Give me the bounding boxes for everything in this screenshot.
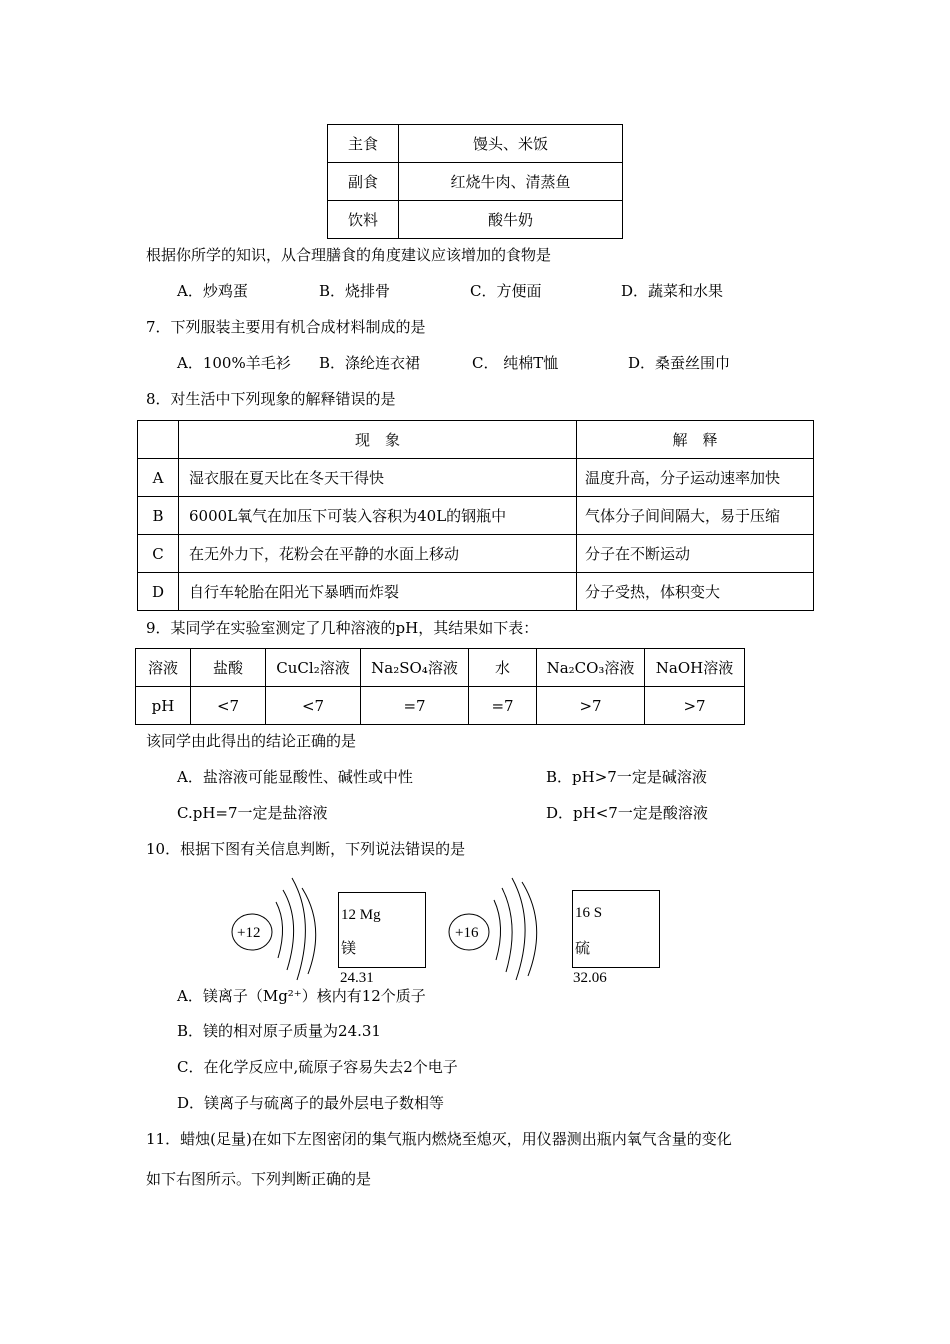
q6-option-a: A．炒鸡蛋 — [177, 282, 248, 300]
s-atomic-mass: 32.06 — [573, 970, 607, 986]
row-key: B — [138, 497, 179, 535]
s-shell-arc — [522, 882, 537, 976]
q11-stem-line1: 11．蜡烛(足量)在如下左图密闭的集气瓶内燃烧至熄灭，用仪器测出瓶内氧气含量的变化 — [146, 1130, 732, 1148]
ph-table — [135, 648, 745, 725]
explanation-cell: 温度升高，分子运动速率加快 — [577, 459, 814, 497]
solution-cell: Na₂SO₄溶液 — [361, 649, 469, 687]
ph-cell: <7 — [266, 687, 361, 725]
s-shell-arc — [512, 878, 525, 980]
ph-cell: <7 — [191, 687, 266, 725]
phenomenon-cell: 湿衣服在夏天比在冬天干得快 — [179, 459, 577, 497]
diet-label: 主食 — [328, 125, 399, 163]
q7-option-a: A．100%羊毛衫 — [177, 354, 291, 372]
q6-option-d: D．蔬菜和水果 — [621, 282, 724, 300]
phenomenon-header: 现 象 — [179, 421, 577, 459]
s-element-card — [572, 890, 660, 968]
s-shell-arc — [502, 888, 512, 972]
diet-label: 饮料 — [328, 201, 399, 239]
ph-cell: >7 — [645, 687, 745, 725]
q9-conclusion-stem: 该同学由此得出的结论正确的是 — [146, 732, 357, 750]
mg-number-symbol: 12 Mg — [341, 907, 381, 923]
diet-value: 馒头、米饭 — [399, 125, 623, 163]
solution-cell: NaOH溶液 — [645, 649, 745, 687]
q6-stem: 根据你所学的知识，从合理膳食的角度建议应该增加的食物是 — [146, 246, 552, 264]
q9-option-b: B．pH>7一定是碱溶液 — [546, 768, 707, 786]
s-number-symbol: 16 S — [575, 905, 603, 921]
phenomenon-cell: 在无外力下，花粉会在平静的水面上移动 — [179, 535, 577, 573]
q7-option-c: C． 纯棉T恤 — [472, 354, 559, 372]
q9-option-c: C.pH=7一定是盐溶液 — [177, 804, 328, 822]
explanation-header: 解 释 — [577, 421, 814, 459]
q6-option-b: B．烧排骨 — [319, 282, 391, 300]
mg-shell-arc — [276, 902, 283, 958]
q11-stem-line2: 如下右图所示。下列判断正确的是 — [146, 1170, 372, 1188]
q7-stem: 7．下列服装主要用有机合成材料制成的是 — [146, 318, 426, 336]
q7-option-b: B．涤纶连衣裙 — [319, 354, 421, 372]
row-key: C — [138, 535, 179, 573]
q9-stem: 9．某同学在实验室测定了几种溶液的pH，其结果如下表： — [146, 619, 539, 637]
mg-element-name: 镁 — [341, 939, 357, 957]
solution-cell: 水 — [469, 649, 537, 687]
mg-atomic-mass: 24.31 — [340, 970, 374, 986]
q10-stem: 10．根据下图有关信息判断，下列说法错误的是 — [146, 840, 466, 858]
solution-row-label: 溶液 — [136, 649, 191, 687]
phenomena-table — [137, 420, 814, 611]
q6-option-c: C．方便面 — [470, 282, 542, 300]
diet-label: 副食 — [328, 163, 399, 201]
explanation-cell: 分子受热，体积变大 — [577, 573, 814, 611]
q9-option-d: D．pH<7一定是酸溶液 — [546, 804, 708, 822]
solution-cell: 盐酸 — [191, 649, 266, 687]
solution-cell: CuCl₂溶液 — [266, 649, 361, 687]
solution-cell: Na₂CO₃溶液 — [537, 649, 645, 687]
mg-element-card — [338, 892, 426, 968]
q8-stem: 8．对生活中下列现象的解释错误的是 — [146, 390, 396, 408]
q10-option-d: D．镁离子与硫离子的最外层电子数相等 — [177, 1094, 445, 1112]
s-element-name: 硫 — [575, 939, 591, 957]
diet-value: 红烧牛肉、清蒸鱼 — [399, 163, 623, 201]
mg-shell-arc — [302, 888, 316, 974]
q10-option-b: B．镁的相对原子质量为24.31 — [177, 1022, 381, 1040]
explanation-cell: 分子在不断运动 — [577, 535, 814, 573]
mg-shell-arc — [283, 890, 294, 970]
ph-row-label: pH — [136, 687, 191, 725]
diet-value: 酸牛奶 — [399, 201, 623, 239]
phenomenon-cell: 自行车轮胎在阳光下暴晒而炸裂 — [179, 573, 577, 611]
ph-cell: =7 — [361, 687, 469, 725]
q7-option-d: D．桑蚕丝围巾 — [628, 354, 731, 372]
row-key: A — [138, 459, 179, 497]
ph-cell: >7 — [537, 687, 645, 725]
q9-option-a: A．盐溶液可能显酸性、碱性或中性 — [177, 768, 413, 786]
q10-option-c: C．在化学反应中,硫原子容易失去2个电子 — [177, 1058, 458, 1076]
explanation-cell: 气体分子间间隔大，易于压缩 — [577, 497, 814, 535]
phenomenon-cell: 6000L氧气在加压下可装入容积为40L的钢瓶中 — [179, 497, 577, 535]
q10-option-a: A．镁离子（Mg²⁺）核内有12个质子 — [177, 987, 426, 1005]
diet-table — [327, 124, 623, 239]
ph-cell: =7 — [469, 687, 537, 725]
s-shell-arc — [494, 900, 501, 960]
mg-nucleus-charge: +12 — [237, 925, 261, 941]
row-key: D — [138, 573, 179, 611]
s-nucleus-charge: +16 — [455, 925, 479, 941]
